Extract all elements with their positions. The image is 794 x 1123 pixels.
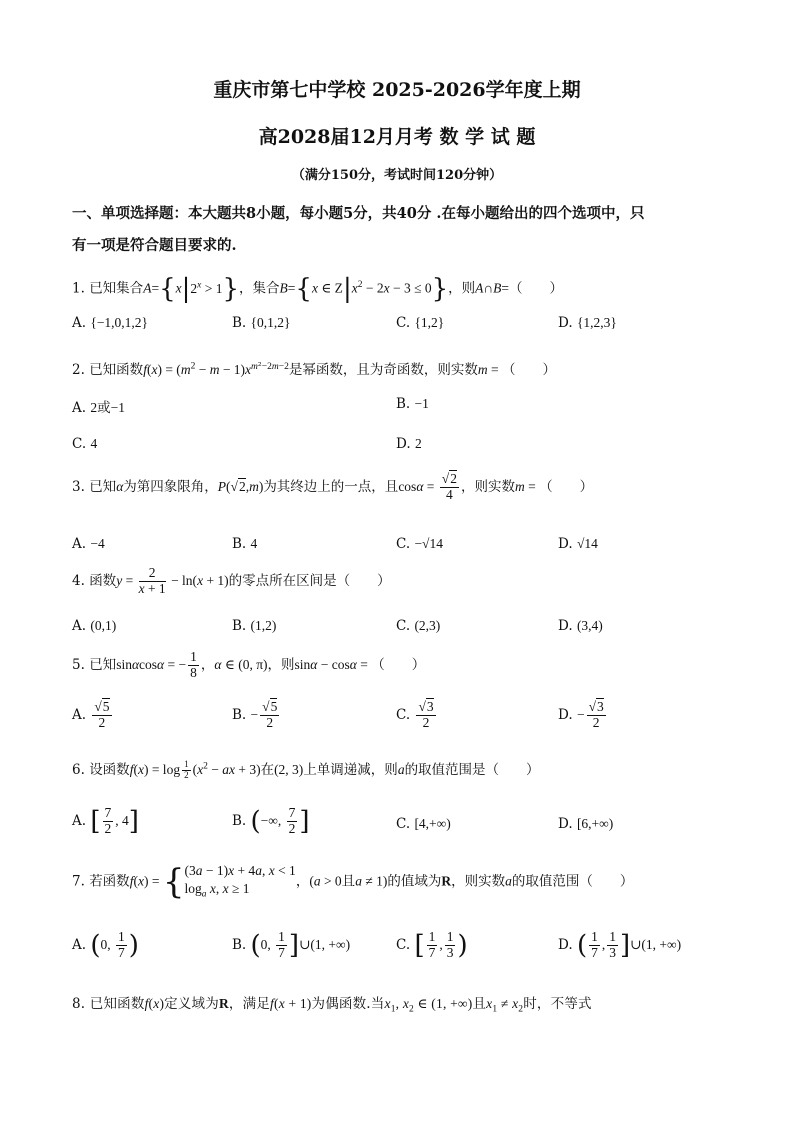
q4-option-c[interactable]: C. (2,3) — [396, 618, 441, 634]
question-8: 8. 已知函数f(x)定义域为R，满足f(x + 1)为偶函数.当$x_1$, $x_2$ ∈ (1, +∞)且$x_1 \ne x_2$时，不等式 — [72, 996, 592, 1015]
q1-option-d[interactable]: D. {1,2,3} — [558, 315, 617, 331]
question-5: 5. 已知sinαcosα = − $\frac{1}{8}$ ，α ∈ (0, π)，则sinα − cosα = （ ） — [72, 649, 426, 680]
q5-option-a[interactable]: A. $\frac{√5}{2}$ — [72, 699, 110, 730]
exam-info: （满分150分，考试时间120分钟） — [291, 168, 503, 183]
q5-option-c[interactable]: C. $\frac{√3}{2}$ — [396, 699, 434, 730]
question-4: 4. 函数y = $\frac{2}{x + 1}$ − ln(x + 1)的零点所在区间是（ ） — [72, 565, 391, 596]
q2-option-d[interactable]: D. 2 — [396, 436, 422, 452]
q4-option-d[interactable]: D. (3,4) — [558, 618, 603, 634]
q3-option-c[interactable]: C. −√14 — [396, 536, 443, 552]
q1-option-a[interactable]: A. {−1,0,1,2} — [72, 315, 149, 331]
q2-option-c[interactable]: C. 4 — [72, 436, 98, 452]
q7-option-b[interactable]: B. (0, $\frac{1}{7}$ ]∪(1, +∞) — [232, 929, 351, 961]
q1-option-b[interactable]: B. {0,1,2} — [232, 315, 291, 331]
section-heading: 一、单项选择题：本大题共8小题，每小题5分，共40分 .在每小题给出的四个选项中，只 — [72, 205, 645, 222]
q7-option-c[interactable]: C. [ $\frac{1}{7}$ , $\frac{1}{3}$ ) — [396, 929, 468, 961]
q3-option-d[interactable]: D. √14 — [558, 536, 598, 552]
q5-option-d[interactable]: D. − $\frac{√3}{2}$ — [558, 699, 604, 730]
question-2: 2. 已知函数$f(x) = (m^2 - m - 1)x^{m^2-2m-2}$是幂函数，且为奇函数，则实数m = （ ） — [72, 360, 556, 378]
q3-option-a[interactable]: A. −4 — [72, 536, 105, 552]
q2-option-b[interactable]: B. −1 — [396, 396, 429, 412]
q6-option-b[interactable]: B. (−∞, $\frac{7}{2}$ ] — [232, 805, 310, 837]
q7-option-d[interactable]: D. ( $\frac{1}{7}$ , $\frac{1}{3}$ ]∪(1, +∞) — [558, 929, 682, 961]
q4-option-a[interactable]: A. (0,1) — [72, 618, 117, 634]
q1-option-c[interactable]: C. {1,2} — [396, 315, 445, 331]
q2-option-a[interactable]: A. 2或−1 — [72, 400, 125, 416]
q6-option-c[interactable]: C. [4,+∞) — [396, 816, 451, 832]
q7-option-a[interactable]: A. (0, $\frac{1}{7}$ ) — [72, 929, 139, 961]
question-6: 6. 设函数f(x) = log $\frac{1}{2}$ ($x^2$ − ax + 3)在(2, 3)上单调递减，则a的取值范围是（ ） — [72, 759, 540, 780]
exam-subtitle-title: 高2028届12月月考 数 学 试 题 — [258, 126, 536, 148]
q6-option-d[interactable]: D. [6,+∞) — [558, 816, 614, 832]
question-1: 1. 已知集合$A=\{x|2^x > 1\}$，集合B={x ∈ $Z|x^2 - 2x - 3 \le 0$}，则A∩B=（ ） — [72, 274, 564, 304]
q6-option-a[interactable]: A. [ $\frac{7}{2}$ , 4] — [72, 805, 139, 837]
exam-title: 重庆市第七中学校 2025-2026学年度上期 — [213, 79, 581, 101]
question-3: 3. 已知α为第四象限角，P(√2,m)为其终边上的一点，且cosα = $\frac{√2}{4}$ ，则实数m = （ ） — [72, 471, 594, 502]
section-heading-cont: 有一项是符合题目要求的. — [72, 237, 237, 254]
q4-option-b[interactable]: B. (1,2) — [232, 618, 277, 634]
q3-option-b[interactable]: B. 4 — [232, 536, 258, 552]
question-7: 7. 若函数f(x) = {(3a − 1)x + 4a, x < 1 $\log_a x$, x ≥ 1 ，(a > 0且a ≠ 1)的值域为R，则实数a的取值范围（ ） — [72, 861, 634, 902]
q5-option-b[interactable]: B. − $\frac{√5}{2}$ — [232, 699, 278, 730]
